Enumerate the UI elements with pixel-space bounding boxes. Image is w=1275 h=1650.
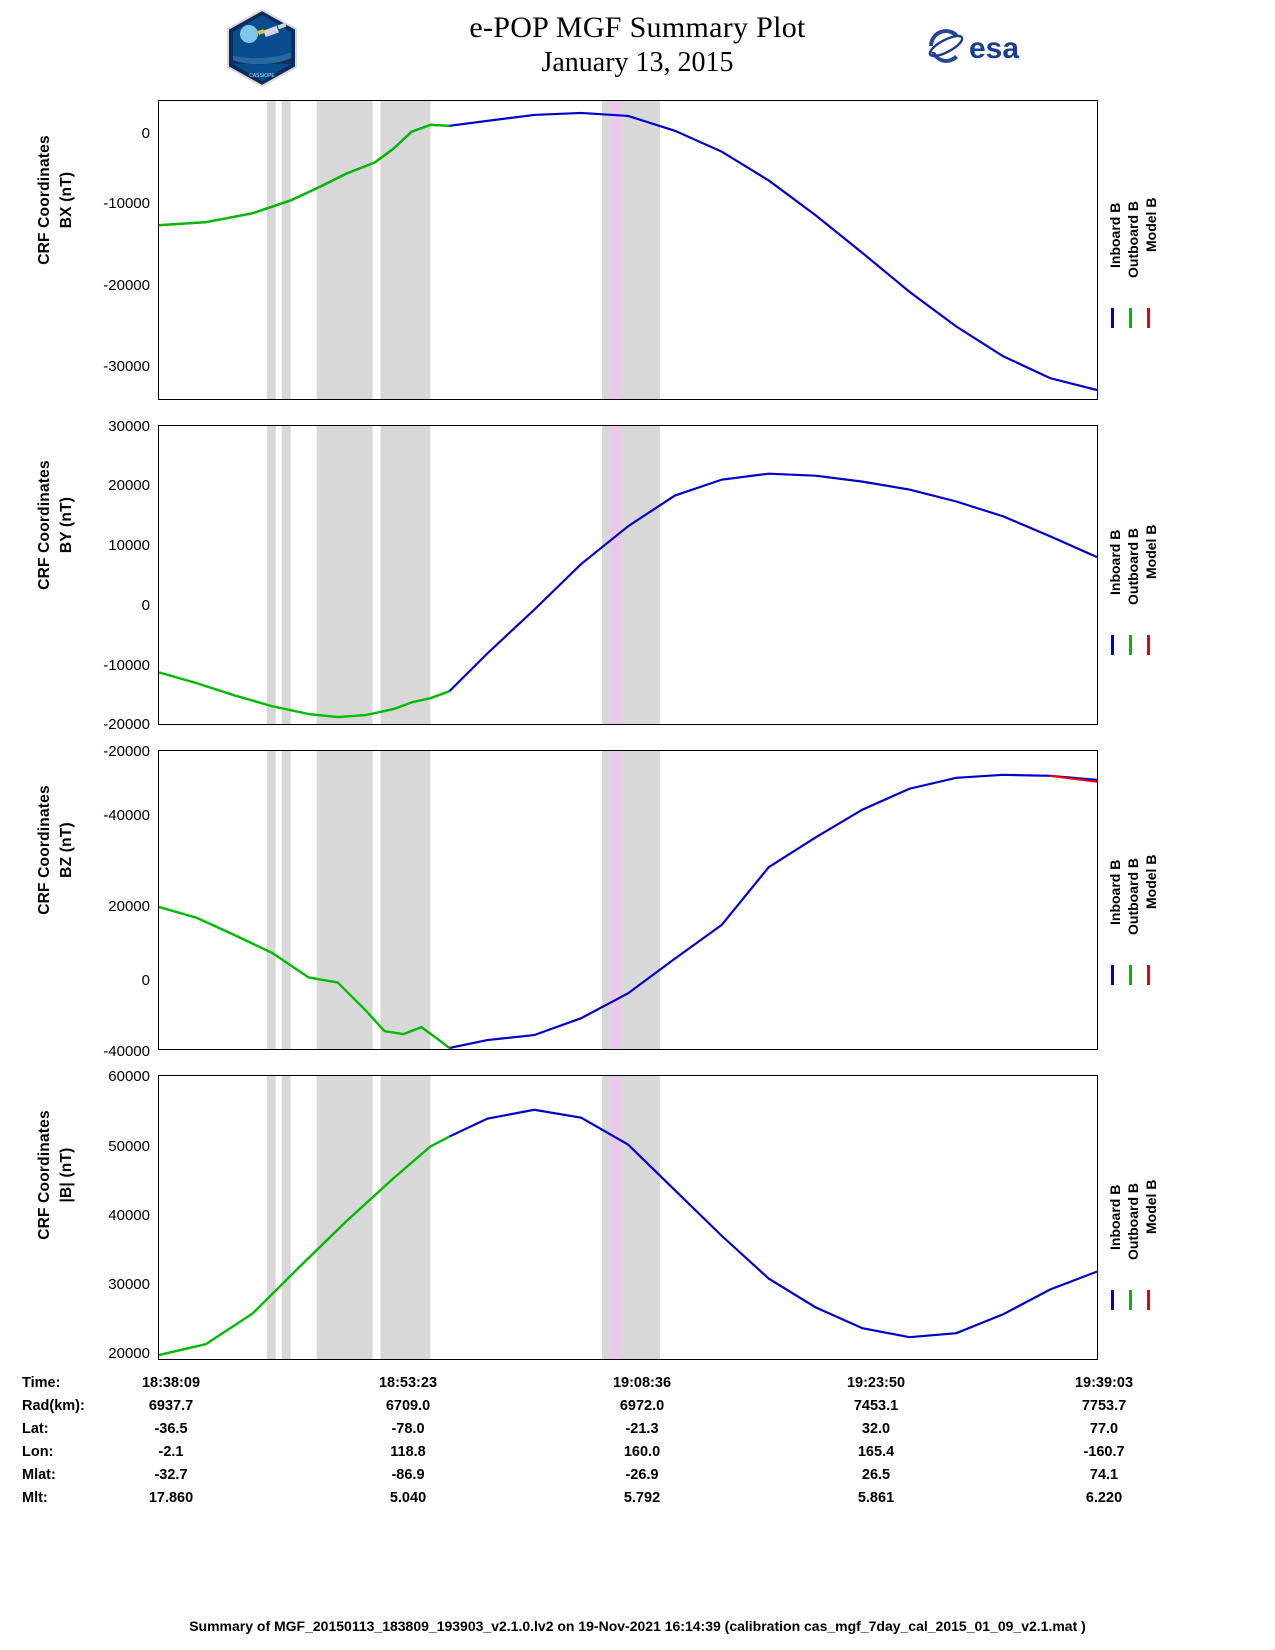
cell: 118.8 (390, 1444, 426, 1460)
cell: 19:39:03 (1074, 1375, 1134, 1391)
bx-axis-label-line2: BX (nT) (58, 171, 75, 229)
ytick: 50000 (108, 1138, 150, 1155)
cell: 6972.0 (619, 1398, 665, 1414)
panel-bx (158, 100, 1098, 400)
cell: 5.040 (389, 1490, 427, 1506)
table-row-time (0, 1372, 1275, 1395)
ytick: -40000 (103, 807, 150, 824)
cell: 7753.7 (1081, 1398, 1127, 1414)
page-title (0, 10, 1275, 80)
cell: 160.0 (623, 1444, 661, 1460)
legend-label-inboard: Inboard B (1107, 1184, 1123, 1250)
legend-label-outboard: Outboard B (1125, 528, 1141, 605)
cell: -21.3 (625, 1421, 659, 1437)
ytick: -20000 (103, 743, 150, 760)
legend-bx (1103, 148, 1183, 348)
cell: 7453.1 (853, 1398, 899, 1414)
cell: -26.9 (625, 1467, 659, 1483)
cell: 18:38:09 (141, 1375, 201, 1391)
ytick: -40000 (103, 1043, 150, 1060)
ytick: -20000 (103, 277, 150, 294)
cell: 6937.7 (148, 1398, 194, 1414)
cell: 26.5 (861, 1467, 891, 1483)
cell: -78.0 (391, 1421, 425, 1437)
cell: -160.7 (1083, 1444, 1125, 1460)
legend-swatch-outboard (1129, 308, 1132, 328)
legend-swatch-model (1147, 635, 1150, 655)
bmag-axis-label-line2: |B| (nT) (58, 1147, 75, 1203)
row-label: Time: (22, 1375, 61, 1391)
by-axis-label-line1: CRF Coordinates (36, 460, 53, 590)
legend-label-model: Model B (1143, 1179, 1159, 1234)
cell: 74.1 (1089, 1467, 1119, 1483)
cell: 77.0 (1089, 1421, 1119, 1437)
bmag-axis-label-line1: CRF Coordinates (36, 1110, 53, 1240)
ytick: 60000 (108, 1068, 150, 1085)
table-row-rad (0, 1395, 1275, 1418)
legend-swatch-outboard (1129, 965, 1132, 985)
ytick: 40000 (108, 1207, 150, 1224)
bz-axis-label-line2: BZ (nT) (58, 822, 75, 878)
row-label: Rad(km): (22, 1398, 85, 1414)
row-label: Lat: (22, 1421, 49, 1437)
esa-logo-icon (925, 25, 1040, 67)
bz-axis-label-line1: CRF Coordinates (36, 785, 53, 915)
ephemeris-table (0, 1372, 1275, 1510)
legend-swatch-model (1147, 308, 1150, 328)
ytick: -10000 (103, 657, 150, 674)
ytick: 0 (141, 125, 150, 142)
table-row-mlt (0, 1487, 1275, 1510)
panel-bz (158, 750, 1098, 1050)
cell: 165.4 (857, 1444, 895, 1460)
cell: 18:53:23 (378, 1375, 438, 1391)
legend-label-inboard: Inboard B (1107, 202, 1123, 268)
panel-bmag (158, 1075, 1098, 1360)
ytick: -10000 (103, 195, 150, 212)
table-row-mlat (0, 1464, 1275, 1487)
by-axis-label-line2: BY (nT) (58, 496, 75, 554)
cell: 6.220 (1085, 1490, 1123, 1506)
cell: 17.860 (148, 1490, 194, 1506)
panel-by (158, 425, 1098, 725)
legend-swatch-model (1147, 1290, 1150, 1310)
ytick: -30000 (103, 358, 150, 375)
legend-label-outboard: Outboard B (1125, 201, 1141, 278)
title-line-1: e-POP MGF Summary Plot (469, 11, 806, 44)
cell: -2.1 (158, 1444, 184, 1460)
cell: 19:08:36 (612, 1375, 672, 1391)
legend-bz (1103, 805, 1183, 1005)
row-label: Mlat: (22, 1467, 56, 1483)
legend-by (1103, 475, 1183, 675)
legend-label-inboard: Inboard B (1107, 859, 1123, 925)
cell: 6709.0 (385, 1398, 431, 1414)
cell: 5.861 (857, 1490, 895, 1506)
bx-axis-label-line1: CRF Coordinates (36, 135, 53, 265)
legend-label-outboard: Outboard B (1125, 1183, 1141, 1260)
cell: -36.5 (154, 1421, 188, 1437)
legend-bmag (1103, 1130, 1183, 1330)
row-label: Mlt: (22, 1490, 48, 1506)
svg-text:esa: esa (969, 32, 1020, 65)
ytick: 20000 (108, 1345, 150, 1362)
table-row-lat (0, 1418, 1275, 1441)
row-label: Lon: (22, 1444, 54, 1460)
legend-swatch-outboard (1129, 1290, 1132, 1310)
legend-label-model: Model B (1143, 854, 1159, 909)
ytick: 0 (141, 972, 150, 989)
cell: -32.7 (154, 1467, 188, 1483)
cell: 32.0 (861, 1421, 891, 1437)
ytick: 0 (141, 597, 150, 614)
ytick: 30000 (108, 1276, 150, 1293)
legend-swatch-outboard (1129, 635, 1132, 655)
legend-swatch-inboard (1111, 1290, 1114, 1310)
cell: 5.792 (623, 1490, 661, 1506)
table-row-lon (0, 1441, 1275, 1464)
svg-text:CASSIOPE: CASSIOPE (249, 73, 275, 79)
ytick: -20000 (103, 716, 150, 733)
legend-swatch-inboard (1111, 308, 1114, 328)
legend-label-model: Model B (1143, 197, 1159, 252)
legend-label-model: Model B (1143, 524, 1159, 579)
ytick: 10000 (108, 537, 150, 554)
legend-swatch-inboard (1111, 635, 1114, 655)
ytick: 20000 (108, 898, 150, 915)
cell: -86.9 (391, 1467, 425, 1483)
legend-swatch-model (1147, 965, 1150, 985)
legend-label-inboard: Inboard B (1107, 529, 1123, 595)
legend-label-outboard: Outboard B (1125, 858, 1141, 935)
legend-swatch-inboard (1111, 965, 1114, 985)
page-header (0, 0, 1275, 95)
ytick: 20000 (108, 477, 150, 494)
title-line-2: January 13, 2015 (541, 47, 734, 78)
cell: 19:23:50 (846, 1375, 906, 1391)
footer-summary-note: Summary of MGF_20150113_183809_193903_v2.1.0.lv2 on 19-Nov-2021 16:14:39 (calibration cas_mgf_7day_cal_2015_01_09_v2.1.mat ) (189, 1618, 1086, 1634)
ytick: 30000 (108, 418, 150, 435)
